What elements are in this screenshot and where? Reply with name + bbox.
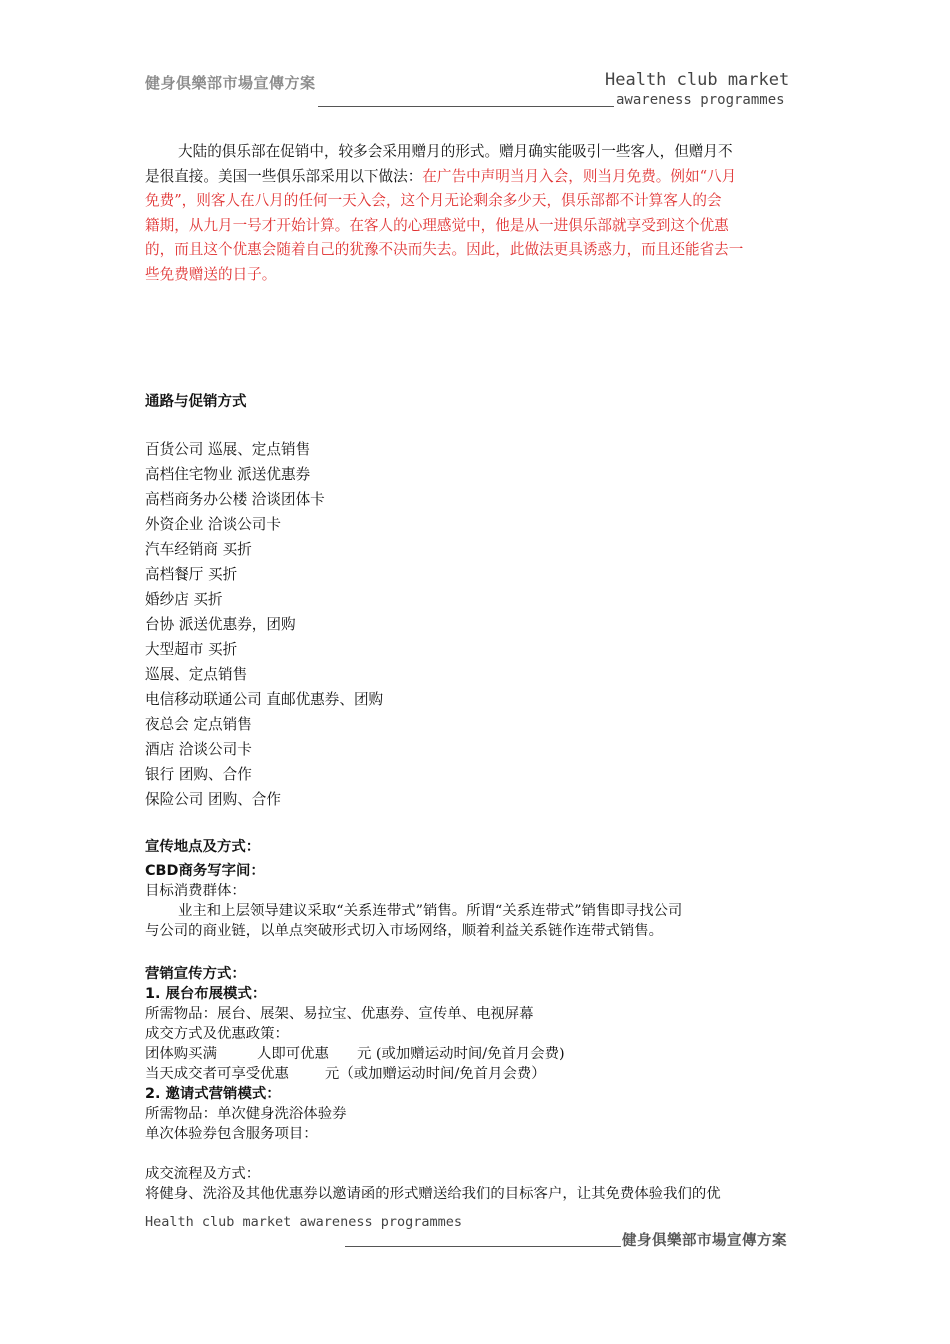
list-item: 汽车经销商 买折 [145,541,252,558]
list-item: 酒店 洽谈公司卡 [145,741,252,758]
list-item: 外资企业 洽谈公司卡 [145,516,281,533]
header-en-title-line1: Health club market [605,70,790,90]
intro-line [145,140,807,165]
mode1-items: 所需物品：展台、展架、易拉宝、优惠券、宣传单、电视屏幕 [145,1006,534,1022]
channels-list [145,438,383,813]
list-item: 高档商务办公楼 洽谈团体卡 [145,491,325,508]
footer-cn-title: 健身俱樂部市場宣傳方案 [622,1233,787,1249]
mode2-services-label: 单次体验券包含服务项目： [145,1126,318,1142]
intro-line [145,214,807,239]
intro-highlight: 籍期，从九月一号才开始计算。在客人的心理感觉中，他是从一进俱乐部就享受到这个优惠 [145,216,729,234]
intro-highlight: 免费”，则客人在八月的任何一天入会，这个月无论剩余多少天，俱乐部都不计算客人的会 [145,192,722,209]
same-day-text-b: 元（或加赠运动时间/免首月会费） [324,1066,546,1082]
same-day-text-a: 当天成交者可享受优惠 [145,1066,289,1082]
intro-text: 大陆的俱乐部在促销中，较多会采用赠月的形式。赠月确实能吸引一些客人，但赠月不 [178,143,733,160]
mode2-heading: 2. 邀请式营销模式： [145,1086,281,1102]
intro-text: 是很直接。美国一些俱乐部采用以下做法： [145,167,423,185]
intro-line [145,189,807,214]
list-item: 银行 团购、合作 [145,766,252,783]
footer-underline [345,1246,621,1247]
intro-highlight: 些免费赠送的日子。 [145,265,277,283]
intro-highlight: 的，而且这个优惠会随着自己的犹豫不决而失去。因此，此做法更具诱惑力，而且还能省去一 [145,241,744,258]
promo-locations-heading: 宣传地点及方式： [145,839,261,855]
channels-heading: 通路与促销方式 [145,394,247,410]
list-item: 婚纱店 买折 [145,591,223,608]
list-item: 百货公司 巡展、定点销售 [145,441,311,458]
group-purchase-text-a: 团体购买满 [145,1046,217,1062]
list-item: 高档餐厅 买折 [145,566,238,583]
promo-locations-section [145,837,682,941]
mode2-items: 所需物品：单次健身洗浴体验券 [145,1106,347,1122]
cbd-paragraph-line: 与公司的商业链，以单点突破形式切入市场网络，顺着利益关系链作连带式销售。 [145,923,664,939]
cbd-heading: CBD商务写字间： [145,863,265,879]
footer-en-title: Health club market awareness programmes [145,1214,462,1230]
header-en-title-line2: awareness programmes [616,92,785,108]
list-item: 保险公司 团购、合作 [145,791,281,808]
group-purchase-text-b: 人即可优惠 [256,1046,329,1062]
list-item: 电信移动联通公司 直邮优惠券、团购 [145,691,384,708]
group-purchase-text-c: 元 (或加赠运动时间/免首月会费) [356,1046,565,1062]
intro-line [145,263,807,288]
same-day-line [145,1064,721,1084]
list-item: 夜总会 定点销售 [145,716,252,733]
list-item: 巡展、定点销售 [145,666,248,683]
list-item: 高档住宅物业 派送优惠券 [145,466,311,483]
intro-highlight: 在广告中声明当月入会，则当月免费。例如“八月 [422,167,737,185]
group-purchase-line [145,1044,721,1064]
mode1-heading: 1. 展台布展模式： [145,986,267,1002]
marketing-section [145,964,721,1204]
intro-paragraph [145,140,807,287]
cbd-paragraph-line: 业主和上层领导建议采取“关系连带式”销售。所谓“关系连带式”销售即寻找公司 [178,903,683,919]
flow-heading: 成交流程及方式： [145,1166,261,1182]
header-cn-title: 健身俱樂部市場宣傳方案 [145,74,316,92]
intro-line [145,165,807,190]
intro-line [145,238,807,263]
marketing-heading: 营销宣传方式： [145,966,246,982]
flow-line: 将健身、洗浴及其他优惠券以邀请函的形式赠送给我们的目标客户，让其免费体验我们的优 [145,1186,721,1202]
header-underline [318,106,614,107]
mode1-policy-label: 成交方式及优惠政策： [145,1026,289,1042]
blank-line [145,1144,721,1164]
list-item: 大型超市 买折 [145,641,238,658]
target-label: 目标消费群体： [145,883,246,899]
list-item: 台协 派送优惠券，团购 [145,616,296,633]
